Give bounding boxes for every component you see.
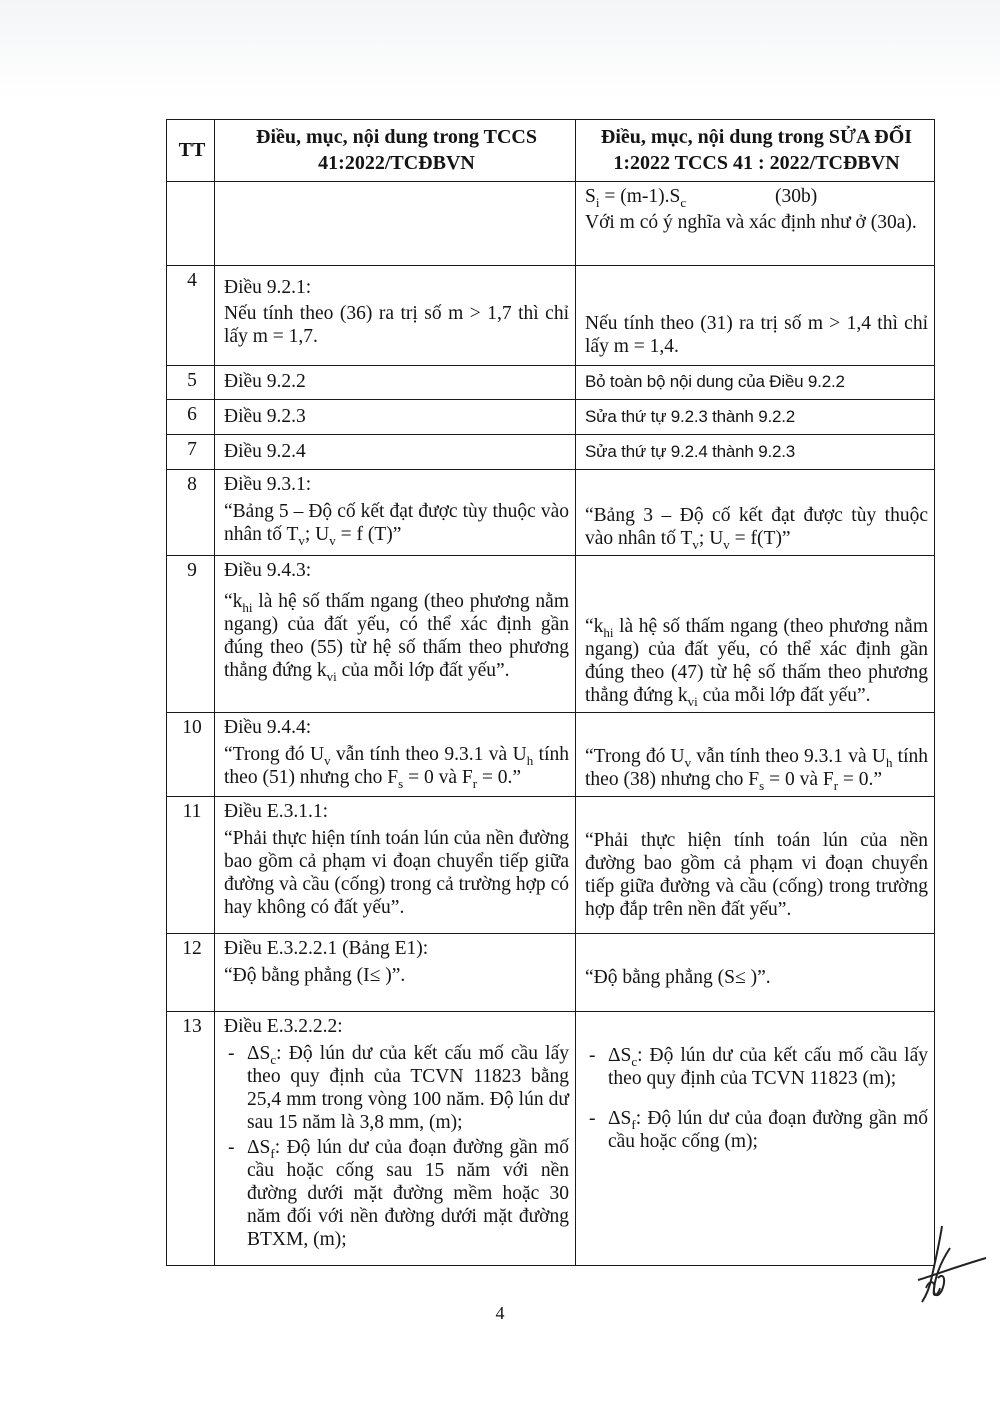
clause-text: “Độ bằng phẳng (I≤ )”.	[224, 965, 406, 986]
list-item: - $\Delta S_f$: Độ lún dư của đoạn đường gần mố cầu hoặc cống (m);	[585, 1107, 928, 1153]
cell-old	[215, 470, 576, 556]
formula-note: Với m có ý nghĩa và xác định như ở (30a).	[585, 212, 917, 233]
cell-new: Bỏ toàn bộ nội dung của Điều 9.2.2	[576, 366, 935, 400]
page-number: 4	[495, 1303, 505, 1323]
clause-text: “Trong đó $U_v$ vẫn tính theo 9.3.1 và $U_h$ tính theo (38) nhưng cho $F_s = 0$ và $F_r = 0$.”	[585, 746, 928, 793]
clause-heading: Điều E.3.1.1:	[224, 801, 328, 822]
definition-list	[224, 1042, 569, 1251]
table-row	[167, 556, 935, 713]
cell-new	[576, 182, 935, 266]
header-old-standard: Điều, mục, nội dung trong TCCS 41:2022/TCĐBVN	[215, 120, 576, 182]
cell-tt: 7	[167, 435, 215, 470]
table-row	[167, 1012, 935, 1266]
clause-text: “$k_{hi}$ là hệ số thấm ngang (theo phương nằm ngang) của đất yếu, có thể xác định gần đúng theo (47) từ hệ số thấm theo phương thẳng đứng $k_{vi}$ của mỗi lớp đất yếu”.	[585, 616, 928, 709]
cell-new: Sửa thứ tự 9.2.3 thành 9.2.2	[576, 400, 935, 435]
table-row	[167, 470, 935, 556]
table-row	[167, 934, 935, 1012]
list-item: - $\Delta S_c$: Độ lún dư của kết cấu mố cầu lấy theo quy định của TCVN 11823 (m);	[585, 1044, 928, 1090]
clause-text: “Bảng 5 – Độ cố kết đạt được tùy thuộc vào nhân tố $T_v$; $U_v = f$ (T)”	[224, 501, 569, 548]
cell-old	[215, 266, 576, 366]
clause-heading: Điều 9.4.4:	[224, 717, 312, 738]
clause-text: “$k_{hi}$ là hệ số thấm ngang (theo phương nằm ngang) của đất yếu, có thể xác định gần đúng theo (55) từ hệ số thấm theo phương thẳng đứng $k_{vi}$ của mỗi lớp đất yếu”.	[224, 591, 569, 684]
cell-new	[576, 934, 935, 1012]
table-row	[167, 366, 935, 400]
cell-old	[215, 934, 576, 1012]
cell-old: Điều 9.2.4	[215, 435, 576, 470]
signature-icon	[912, 1218, 992, 1313]
clause-text: “Bảng 3 – Độ cố kết đạt được tùy thuộc vào nhân tố $T_v$; $U_v = f(T)$”	[585, 505, 928, 552]
cell-new	[576, 470, 935, 556]
cell-tt: 11	[167, 797, 215, 934]
amendment-table	[166, 119, 935, 1266]
cell-tt: 9	[167, 556, 215, 713]
header-amendment: Điều, mục, nội dung trong SỬA ĐỔI 1:2022 TCCS 41 : 2022/TCĐBVN	[576, 120, 935, 182]
clause-heading: Điều E.3.2.2.1 (Bảng E1):	[224, 938, 429, 959]
cell-tt: 12	[167, 934, 215, 1012]
clause-text: Nếu tính theo (31) ra trị số m > 1,4 thì chỉ lấy m = 1,4.	[585, 313, 928, 357]
cell-old: Điều 9.2.3	[215, 400, 576, 435]
cell-old: Điều 9.2.2	[215, 366, 576, 400]
cell-new	[576, 556, 935, 713]
clause-heading: Điều 9.4.3:	[224, 560, 312, 581]
cell-old	[215, 713, 576, 797]
clause-text: “Trong đó $U_v$ vẫn tính theo 9.3.1 và $U_h$ tính theo (51) nhưng cho $F_s = 0$ và $F_r = 0$.”	[224, 744, 569, 791]
header-tt: TT	[167, 120, 215, 182]
list-item: - $\Delta S_c$: Độ lún dư của kết cấu mố cầu lấy theo quy định của TCVN 11823 bằng 25,4 mm trong vòng 100 năm. Độ lún dư sau 15 năm là 3,8 mm, (m);	[224, 1042, 569, 1134]
table-row	[167, 713, 935, 797]
scan-shading	[0, 0, 1000, 100]
cell-old	[215, 556, 576, 713]
clause-text: “Phải thực hiện tính toán lún của nền đường bao gồm cả phạm vi đoạn chuyển tiếp giữa đường và cầu (cống) trong trường hợp đắp trên nền đất yếu”.	[585, 830, 928, 920]
formula-tag: (30b)	[775, 186, 818, 207]
clause-heading: Điều 9.3.1:	[224, 474, 312, 495]
cell-tt: 5	[167, 366, 215, 400]
table-header-row	[167, 120, 935, 182]
clause-heading: Điều 9.2.1:	[224, 277, 312, 298]
cell-tt: 6	[167, 400, 215, 435]
cell-new	[576, 797, 935, 934]
clause-heading: Điều E.3.2.2.2:	[224, 1016, 343, 1037]
cell-tt: 8	[167, 470, 215, 556]
cell-new	[576, 266, 935, 366]
table-row	[167, 435, 935, 470]
clause-text: Nếu tính theo (36) ra trị số m > 1,7 thì chỉ lấy m = 1,7.	[224, 303, 569, 347]
list-item: - $\Delta S_f$: Độ lún dư của đoạn đường gần mố cầu hoặc cống sau 15 năm với nền đường dưới mặt đường mềm hoặc 30 năm đối với nền đường dưới mặt đường BTXM, (m);	[224, 1136, 569, 1251]
table-row	[167, 797, 935, 934]
table-row-continued	[167, 182, 935, 266]
cell-old	[215, 182, 576, 266]
cell-tt: 10	[167, 713, 215, 797]
formula-30b: $S_i = (m-1).S_c$ (30b)	[585, 186, 818, 210]
cell-tt: 4	[167, 266, 215, 366]
definition-list	[585, 1044, 928, 1153]
cell-new: Sửa thứ tự 9.2.4 thành 9.2.3	[576, 435, 935, 470]
cell-old	[215, 1012, 576, 1266]
table-row	[167, 400, 935, 435]
cell-tt	[167, 182, 215, 266]
cell-tt: 13	[167, 1012, 215, 1266]
cell-new	[576, 1012, 935, 1266]
clause-text: “Phải thực hiện tính toán lún của nền đường bao gồm cả phạm vi đoạn chuyển tiếp giữa đường và cầu (cống) trong cả trường hợp có hay không có đất yếu”.	[224, 828, 569, 918]
table-row	[167, 266, 935, 366]
clause-text: “Độ bằng phẳng (S≤ )”.	[585, 967, 771, 988]
cell-new	[576, 713, 935, 797]
cell-old	[215, 797, 576, 934]
